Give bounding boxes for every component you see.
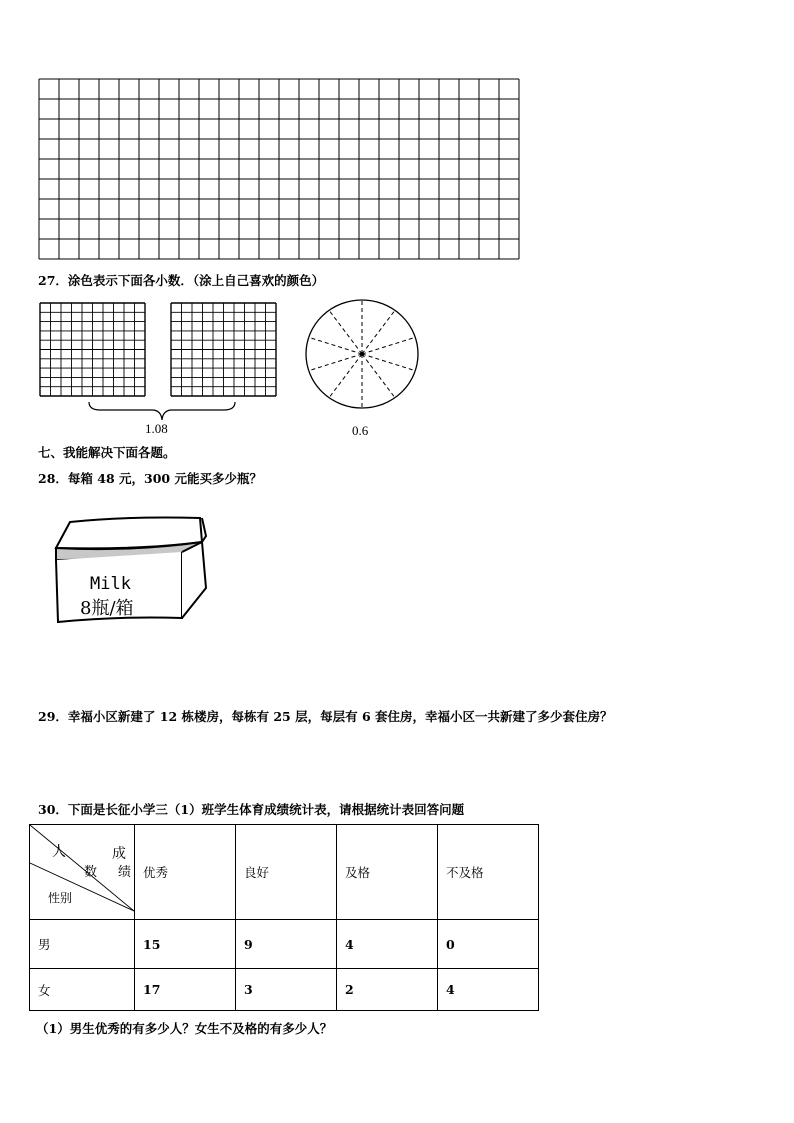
table-corner-cell (30, 825, 135, 920)
milk-box-illustration (50, 512, 212, 626)
stats-table (29, 824, 539, 1011)
col-header: 及格 (337, 825, 438, 920)
table-cell: 0 (438, 920, 539, 969)
question-30: 30．下面是长征小学三（1）班学生体育成绩统计表，请根据统计表回答问题 (38, 802, 465, 817)
corner-ji: 绩 (118, 865, 132, 880)
table-cell: 4 (438, 969, 539, 1011)
label-1-08: 1.08 (145, 421, 168, 436)
section-title: 七、我能解决下面各题。 (38, 445, 176, 460)
table-cell: 15 (135, 920, 236, 969)
table-cell: 2 (337, 969, 438, 1011)
col-header: 良好 (236, 825, 337, 920)
table-row (30, 969, 539, 1011)
table-cell: 4 (337, 920, 438, 969)
corner-cheng: 成 (112, 846, 126, 862)
question-29: 29．幸福小区新建了 12 栋楼房，每栋有 25 层，每层有 6 套住房，幸福小区一共新建了多少套住房？ (38, 709, 613, 724)
curly-brace (88, 400, 236, 422)
corner-ren: 人 (52, 844, 66, 860)
box-text-count: 8瓶/箱 (80, 598, 134, 619)
question-27: 27．涂色表示下面各小数．（涂上自己喜欢的颜色） (38, 273, 325, 288)
divided-circle (305, 298, 421, 412)
corner-xingbie: 性别 (48, 891, 73, 905)
table-cell: 17 (135, 969, 236, 1011)
col-header: 不及格 (438, 825, 539, 920)
table-header-row (30, 825, 539, 920)
table-cell: 3 (236, 969, 337, 1011)
label-0-6: 0.6 (352, 423, 369, 438)
hundred-grid-right (170, 302, 278, 398)
box-text-milk: Milk (90, 574, 131, 594)
corner-shu: 数 (84, 865, 98, 880)
answer-grid (38, 78, 522, 262)
col-header: 优秀 (135, 825, 236, 920)
table-row (30, 920, 539, 969)
question-30-part-1: （1）男生优秀的有多少人？女生不及格的有多少人？ (36, 1021, 333, 1036)
row-label: 男 (30, 920, 135, 969)
table-cell: 9 (236, 920, 337, 969)
question-28: 28．每箱 48 元，300 元能买多少瓶？ (38, 471, 262, 486)
hundred-grid-left (39, 302, 147, 398)
row-label: 女 (30, 969, 135, 1011)
